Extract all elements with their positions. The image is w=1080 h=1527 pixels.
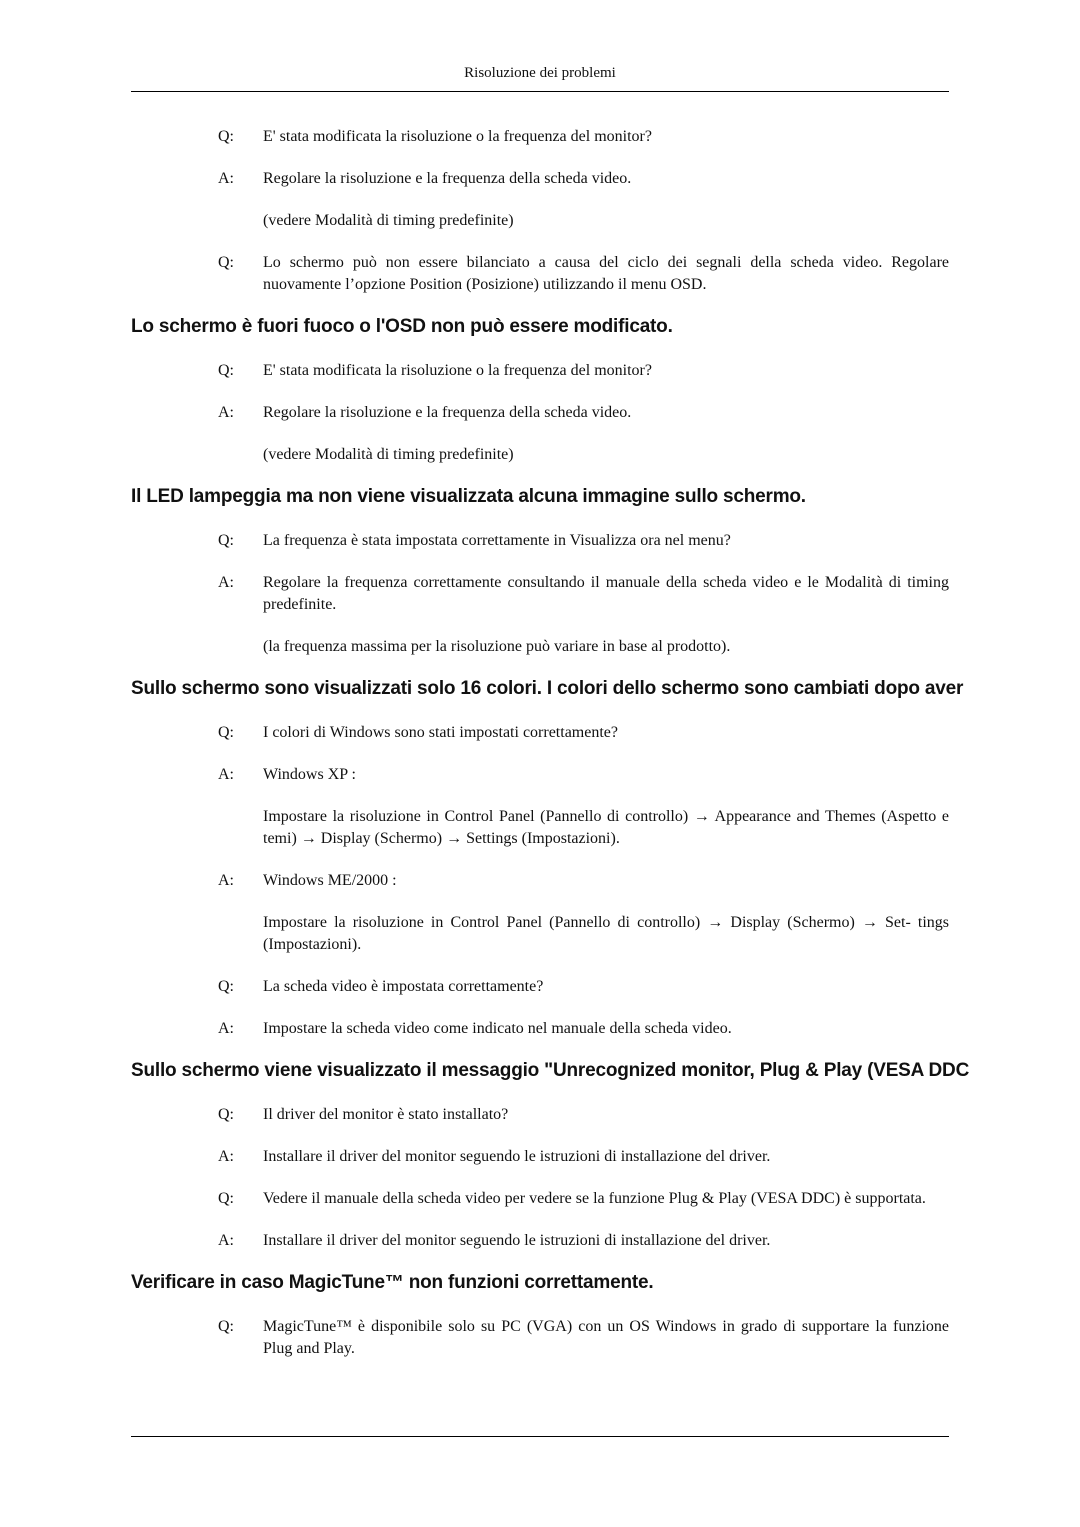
note-item	[131, 444, 949, 466]
qa-label: A:	[218, 1020, 234, 1037]
qa-text: Vedere il manuale della scheda video per vedere se la funzione Plug & Play (VESA DDC) è supportata.	[263, 1190, 926, 1207]
qa-text: La frequenza è stata impostata correttamente in Visualizza ora nel menu?	[263, 532, 731, 549]
qa-label: A:	[218, 404, 234, 421]
qa-text: MagicTune™ è disponibile solo su PC (VGA) con un OS Windows in grado di supportare la funzione Plug and Play.	[263, 1318, 949, 1357]
qa-label: A:	[218, 766, 234, 783]
qa-text: (vedere Modalità di timing predefinite)	[263, 212, 514, 229]
qa-text: Regolare la frequenza correttamente consultando il manuale della scheda video e le Modalità di timing predefinite.	[263, 574, 949, 613]
note-item	[131, 912, 949, 956]
footer-rule	[131, 1436, 949, 1437]
answer-item	[131, 402, 949, 424]
qa-label: Q:	[218, 1190, 234, 1207]
qa-text: I colori di Windows sono stati impostati correttamente?	[263, 724, 618, 741]
answer-item	[131, 168, 949, 190]
answer-item	[131, 1018, 949, 1040]
qa-label: Q:	[218, 128, 234, 145]
answer-item	[131, 572, 949, 616]
question-item	[131, 722, 949, 744]
answer-item	[131, 1230, 949, 1252]
page-header-title: Risoluzione dei problemi	[464, 65, 616, 81]
qa-text: Installare il driver del monitor seguendo le istruzioni di installazione del driver.	[263, 1148, 771, 1165]
answer-item	[131, 1146, 949, 1168]
qa-label: Q:	[218, 724, 234, 741]
qa-text: Impostare la risoluzione in Control Panel (Pannello di controllo) → Display (Schermo) → Set- tings (Impostazioni).	[263, 914, 949, 953]
qa-text: Lo schermo può non essere bilanciato a causa del ciclo dei segnali della scheda video. Regolare nuovamente l’opzione Position (Posizione) utilizzando il menu OSD.	[263, 254, 949, 293]
qa-text: E' stata modificata la risoluzione o la frequenza del monitor?	[263, 128, 652, 145]
question-item	[131, 530, 949, 552]
question-item	[131, 126, 949, 148]
qa-label	[131, 636, 263, 658]
section-heading: Sullo schermo sono visualizzati solo 16 colori. I colori dello schermo sono cambiati dopo aver	[131, 678, 964, 699]
qa-text: Windows XP :	[263, 766, 356, 783]
qa-text: Impostare la risoluzione in Control Panel (Pannello di controllo) → Appearance and Themes (Aspetto e temi) → Display (Schermo) → Settings (Impostazioni).	[263, 808, 949, 847]
qa-label: A:	[218, 574, 234, 591]
question-item	[131, 976, 949, 998]
question-item	[131, 1188, 949, 1210]
qa-label	[131, 806, 263, 850]
qa-label	[131, 912, 263, 956]
question-item	[131, 1104, 949, 1126]
qa-text: La scheda video è impostata correttamente?	[263, 978, 544, 995]
qa-label: A:	[218, 1148, 234, 1165]
qa-label: Q:	[218, 978, 234, 995]
section-heading: Sullo schermo viene visualizzato il messaggio "Unrecognized monitor, Plug & Play (VESA DDC	[131, 1060, 970, 1081]
section-heading: Il LED lampeggia ma non viene visualizzata alcuna immagine sullo schermo.	[131, 486, 806, 507]
qa-text: (vedere Modalità di timing predefinite)	[263, 446, 514, 463]
qa-text: Installare il driver del monitor seguendo le istruzioni di installazione del driver.	[263, 1232, 771, 1249]
qa-text: (la frequenza massima per la risoluzione può variare in base al prodotto).	[263, 638, 731, 655]
qa-label	[131, 210, 263, 232]
qa-text: Regolare la risoluzione e la frequenza della scheda video.	[263, 404, 632, 421]
question-item	[131, 360, 949, 382]
qa-label: Q:	[218, 532, 234, 549]
qa-label: A:	[218, 1232, 234, 1249]
section-heading: Verificare in caso MagicTune™ non funzioni correttamente.	[131, 1272, 654, 1293]
qa-label: Q:	[218, 1106, 234, 1123]
qa-label: Q:	[218, 1318, 234, 1335]
question-item	[131, 252, 949, 296]
document-body	[131, 126, 970, 1380]
qa-label	[131, 444, 263, 466]
qa-text: Windows ME/2000 :	[263, 872, 397, 889]
qa-label: Q:	[218, 254, 234, 271]
answer-item	[131, 870, 949, 892]
qa-text: Il driver del monitor è stato installato?	[263, 1106, 509, 1123]
section-heading: Lo schermo è fuori fuoco o l'OSD non può essere modificato.	[131, 316, 673, 337]
question-item	[131, 1316, 949, 1360]
answer-item	[131, 764, 949, 786]
note-item	[131, 210, 949, 232]
qa-text: Regolare la risoluzione e la frequenza della scheda video.	[263, 170, 632, 187]
qa-label: A:	[218, 170, 234, 187]
qa-label: Q:	[218, 362, 234, 379]
qa-text: Impostare la scheda video come indicato nel manuale della scheda video.	[263, 1020, 732, 1037]
note-item	[131, 806, 949, 850]
header-rule	[131, 91, 949, 92]
qa-text: E' stata modificata la risoluzione o la frequenza del monitor?	[263, 362, 652, 379]
qa-label: A:	[218, 872, 234, 889]
note-item	[131, 636, 949, 658]
